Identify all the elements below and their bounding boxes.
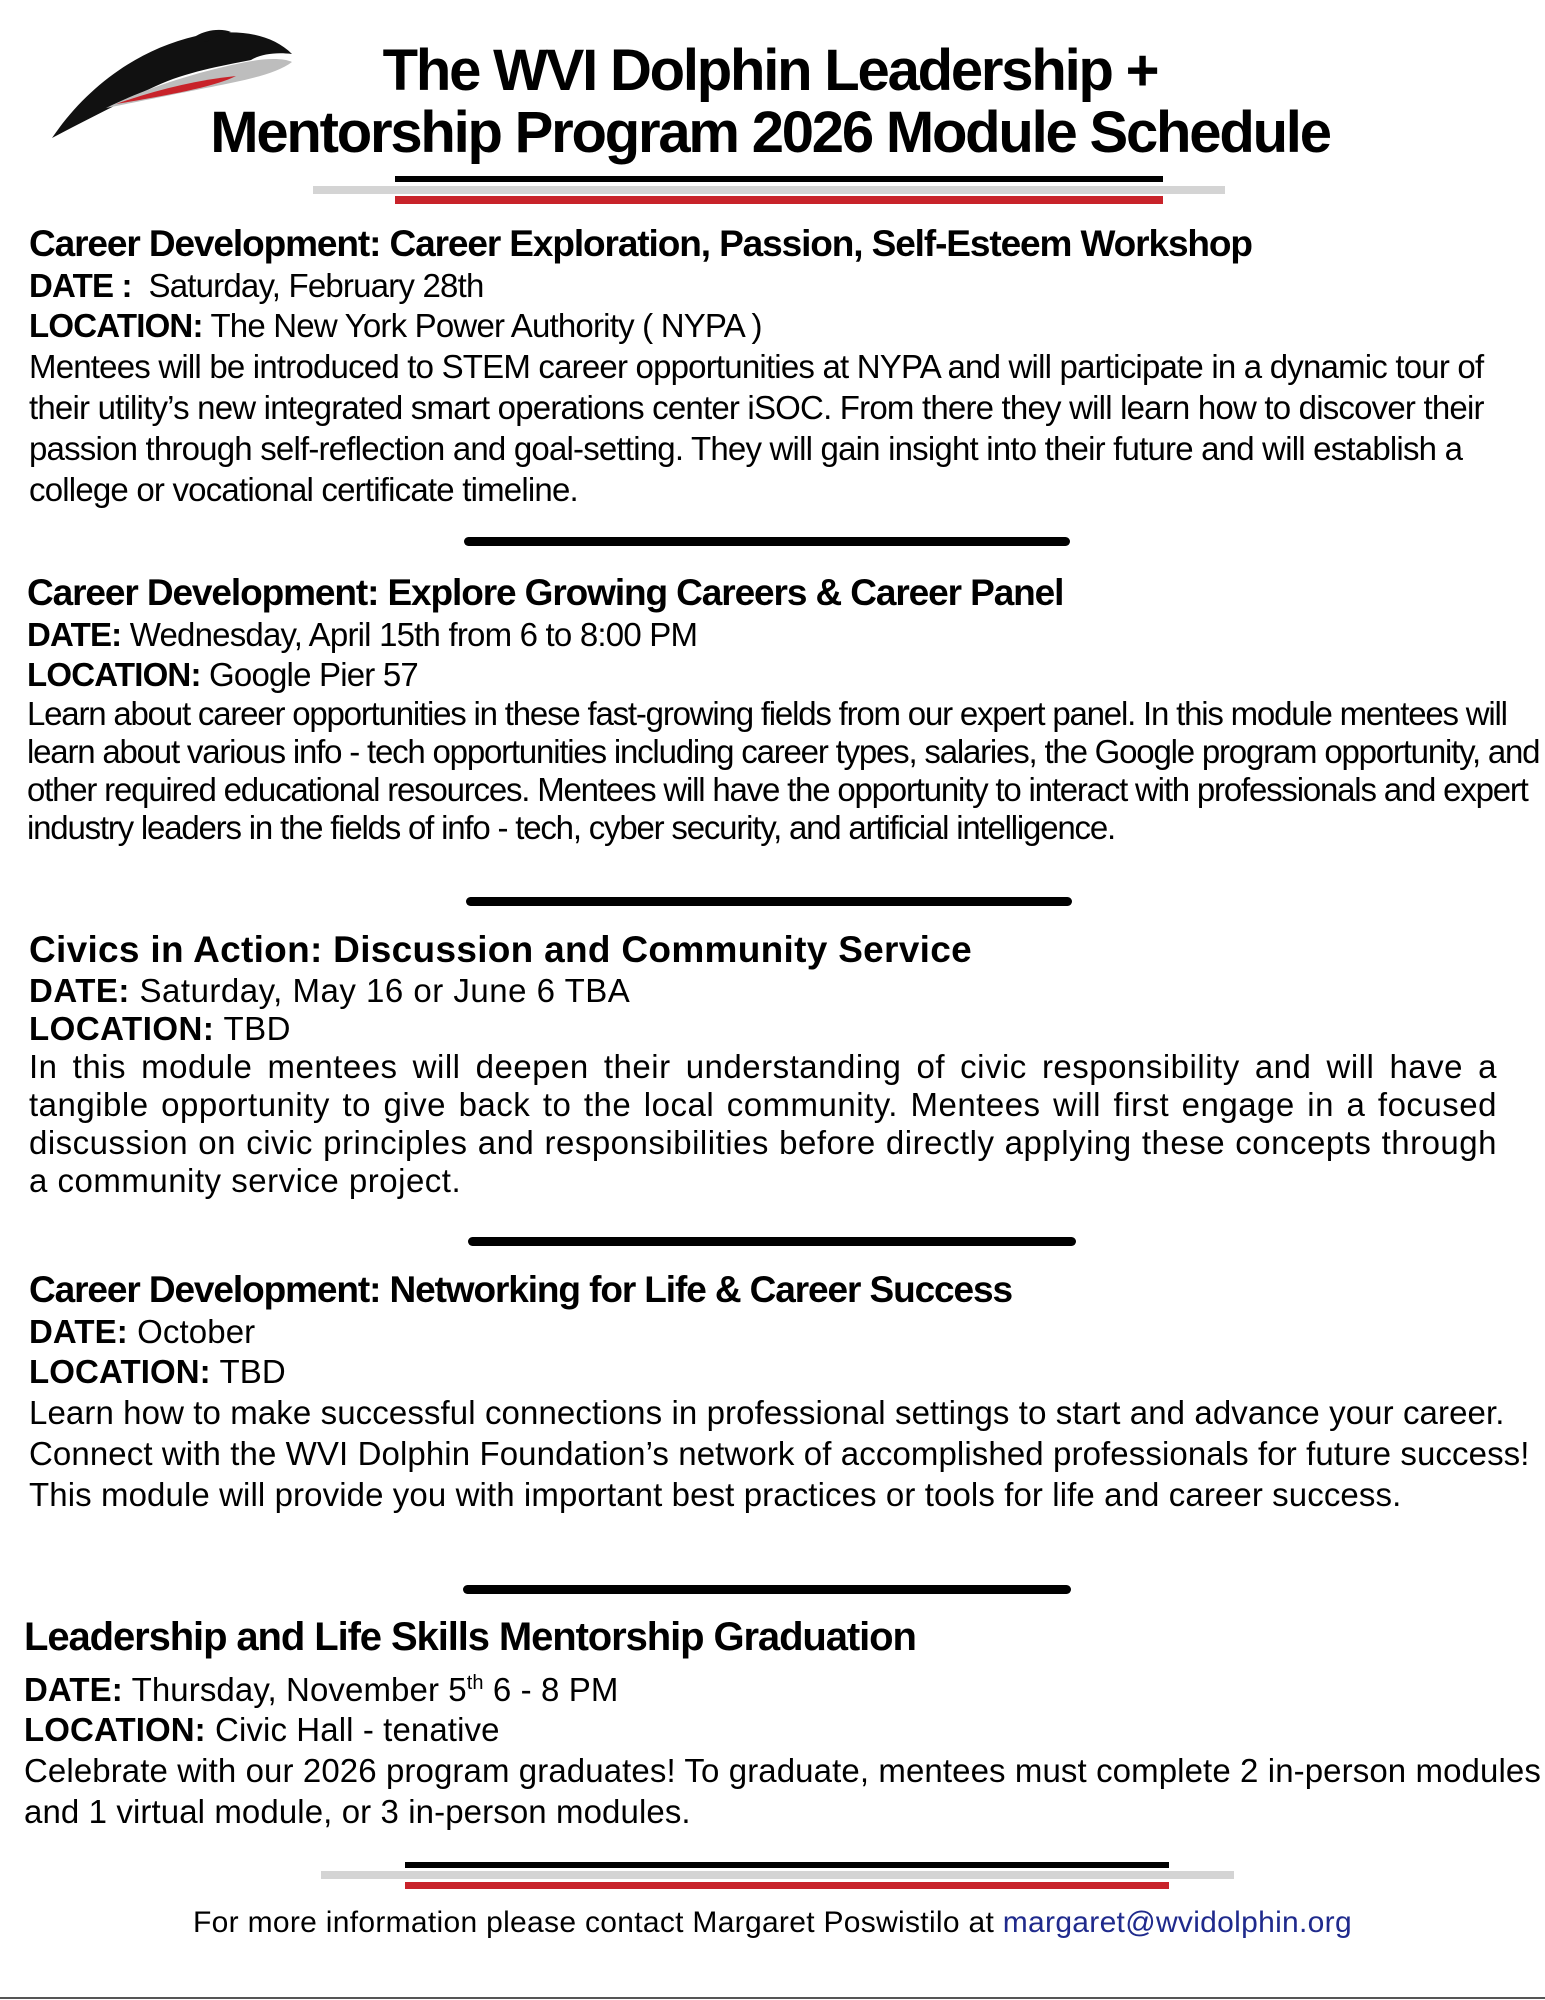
date-value: Wednesday, April 15th from 6 to 8:00 PM [129,616,698,653]
module-5-location [24,1710,1544,1750]
date-value: Saturday, May 16 or June 6 TBA [139,972,631,1009]
page-title [190,40,1350,164]
date-value: October [137,1313,256,1350]
location-label: LOCATION: [29,1353,211,1390]
date-label: DATE : [29,267,132,304]
date-value: Saturday, February 28th [148,267,484,304]
module-3-location [29,1010,1497,1048]
module-3-description: In this module mentees will deepen their understanding of civic responsibility and will have a tangible opportunity to give back to the local community. Mentees will first engage in a focused discussion on civic principles and responsibilities before directly applying these concepts through a community service project. [29,1048,1497,1199]
module-3-date [29,972,1497,1010]
module-4-heading: Career Development: Networking for Life & Career Success [29,1269,1012,1310]
title-line-2: Mentorship Program 2026 Module Schedule [210,100,1330,165]
footer-text: For more information please contact Margaret Poswistilo at [193,1906,1003,1939]
bottom-rule-gray [321,1871,1234,1879]
date-value: Thursday, November 5 [131,1671,467,1708]
top-rule-red [395,196,1163,204]
date-label: DATE: [27,616,122,653]
module-2-date [27,615,1545,655]
module-4-date [29,1312,1545,1352]
module-2-location [27,655,1545,695]
module-1-location [29,306,1545,346]
module-1-heading: Career Development: Career Exploration, Passion, Self-Esteem Workshop [29,223,1252,264]
module-4-description: Learn how to make successful connections in professional settings to start and advance your career. Connect with the WVI Dolphin Foundation’s network of accomplished professionals for future success! This module will provide you with important best practices or tools for life and career success. [29,1394,1530,1513]
module-1-date [29,266,1545,306]
top-rule-black [395,176,1163,182]
date-label: DATE: [29,972,130,1009]
date-time: 6 - 8 PM [483,1671,619,1708]
location-value: The New York Power Authority ( NYPA ) [210,307,762,344]
location-value: TBD [219,1353,286,1390]
date-label: DATE: [24,1671,123,1708]
module-5 [24,1615,1544,1832]
location-label: LOCATION: [24,1711,206,1748]
module-5-heading: Leadership and Life Skills Mentorship Graduation [24,1615,916,1659]
top-rule-gray [313,186,1225,194]
contact-email-link[interactable]: margaret@wvidolphin.org [1002,1906,1352,1939]
page-bottom-line [0,1997,1545,1999]
location-value: TBD [223,1010,291,1047]
title-line-1: The WVI Dolphin Leadership + [382,38,1158,103]
module-4 [29,1268,1545,1515]
module-1 [29,222,1545,510]
module-5-date [24,1663,1544,1710]
bottom-rule-black [405,1862,1169,1868]
location-label: LOCATION: [29,307,203,344]
module-1-description: Mentees will be introduced to STEM career opportunities at NYPA and will participate in a dynamic tour of their utility’s new integrated smart operations center iSOC. From there they will learn how to discover their passion through self-reflection and goal-setting. They will gain insight into their future and will establish a college or vocational certificate timeline. [29,348,1484,508]
module-5-description: Celebrate with our 2026 program graduates! To graduate, mentees must complete 2 in-person modules and 1 virtual module, or 3 in-person modules. [24,1752,1541,1830]
date-superscript: th [466,1672,484,1694]
module-2 [27,571,1545,847]
date-label: DATE: [29,1313,128,1350]
contact-footer [0,1906,1545,1940]
location-label: LOCATION: [29,1010,215,1047]
section-divider [463,1585,1071,1594]
location-value: Civic Hall - tenative [215,1711,500,1748]
bottom-rule-red [405,1882,1169,1889]
section-divider [466,897,1072,906]
module-3-heading: Civics in Action: Discussion and Community Service [29,929,972,970]
section-divider [464,537,1070,546]
module-4-location [29,1352,1545,1392]
location-label: LOCATION: [27,656,201,693]
module-3 [29,928,1497,1200]
module-2-description: Learn about career opportunities in these fast-growing fields from our expert panel. In this module mentees will learn about various info - tech opportunities including career types, salaries, the Google program opportunity, and other required educational resources. Mentees will have the opportunity to interact with professionals and expert industry leaders in the fields of info - tech, cyber security, and artificial intelligence. [27,695,1540,846]
module-2-heading: Career Development: Explore Growing Careers & Career Panel [27,572,1064,613]
location-value: Google Pier 57 [209,656,418,693]
section-divider [468,1237,1076,1246]
